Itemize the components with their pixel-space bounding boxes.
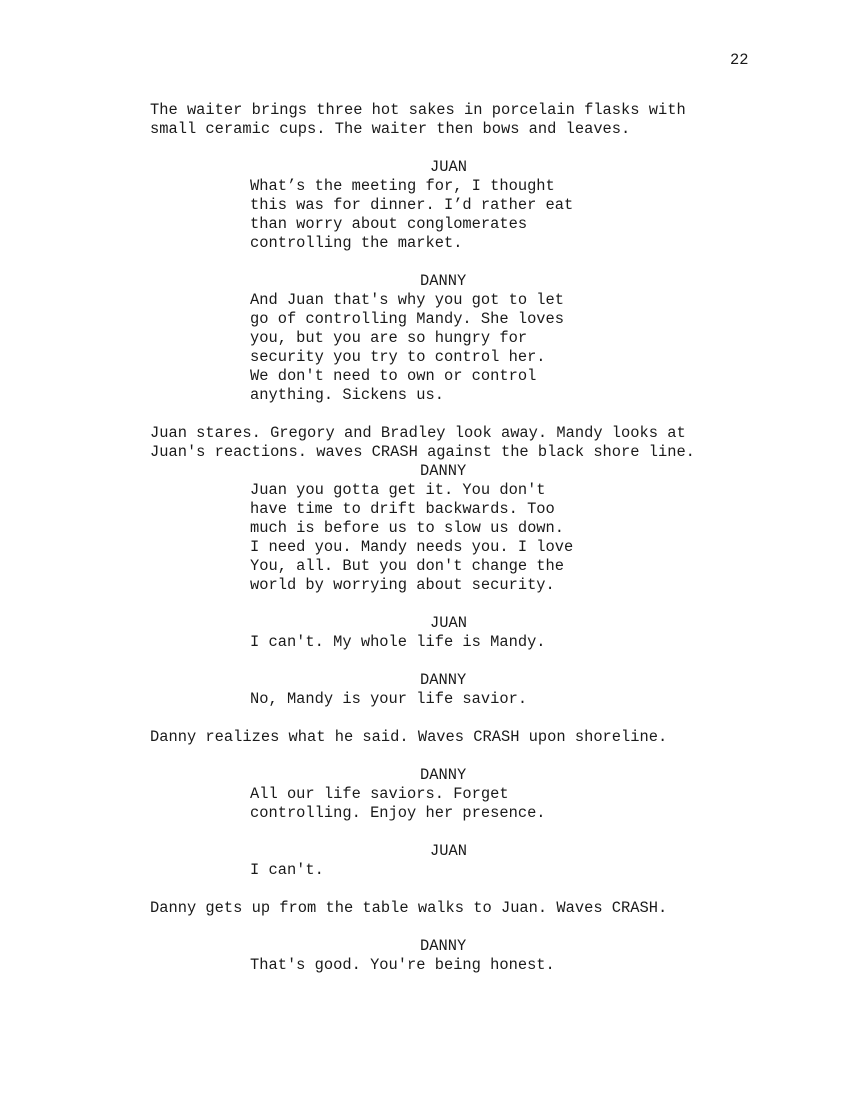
dialogue-block <box>0 937 850 975</box>
dialogue-block <box>0 766 850 823</box>
script-body <box>0 101 850 975</box>
dialogue-text: That's good. You're being honest. <box>250 956 555 974</box>
dialogue-block <box>0 158 850 253</box>
dialogue-text: What’s the meeting for, I thought this was for dinner. I’d rather eat than worry about conglomerates controlling the market. <box>250 177 574 252</box>
dialogue-text: I can't. My whole life is Mandy. <box>250 633 546 651</box>
dialogue-text: All our life saviors. Forget controlling. Enjoy her presence. <box>250 785 546 822</box>
dialogue-text: And Juan that's why you got to let go of controlling Mandy. She loves you, but you are so hungry for security you try to control her. We don't need to own or control anything. Sickens us. <box>250 291 565 404</box>
character-name: JUAN <box>430 158 467 176</box>
action-line: Danny realizes what he said. Waves CRASH upon shoreline. <box>150 728 668 746</box>
action-line: Juan stares. Gregory and Bradley look away. Mandy looks at Juan's reactions. waves CRASH against the black shore line. <box>150 424 695 461</box>
dialogue-block <box>0 671 850 709</box>
dialogue-block <box>0 614 850 652</box>
dialogue-text: I can't. <box>250 861 324 879</box>
character-name: DANNY <box>420 766 467 784</box>
character-name: DANNY <box>420 671 467 689</box>
dialogue-block <box>0 272 850 405</box>
character-name: DANNY <box>420 937 467 955</box>
dialogue-text: No, Mandy is your life savior. <box>250 690 528 708</box>
action-line: The waiter brings three hot sakes in porcelain flasks with small ceramic cups. The waiter then bows and leaves. <box>150 101 686 138</box>
page-number: 22 <box>730 51 749 69</box>
action-line: Danny gets up from the table walks to Juan. Waves CRASH. <box>150 899 668 917</box>
character-name: JUAN <box>430 614 467 632</box>
dialogue-block <box>0 462 850 595</box>
dialogue-text: Juan you gotta get it. You don't have time to drift backwards. Too much is before us to slow us down. I need you. Mandy needs you. I love You, all. But you don't change the world by worrying about security. <box>250 481 574 594</box>
character-name: JUAN <box>430 842 467 860</box>
character-name: DANNY <box>420 462 467 480</box>
dialogue-block <box>0 842 850 880</box>
character-name: DANNY <box>420 272 467 290</box>
